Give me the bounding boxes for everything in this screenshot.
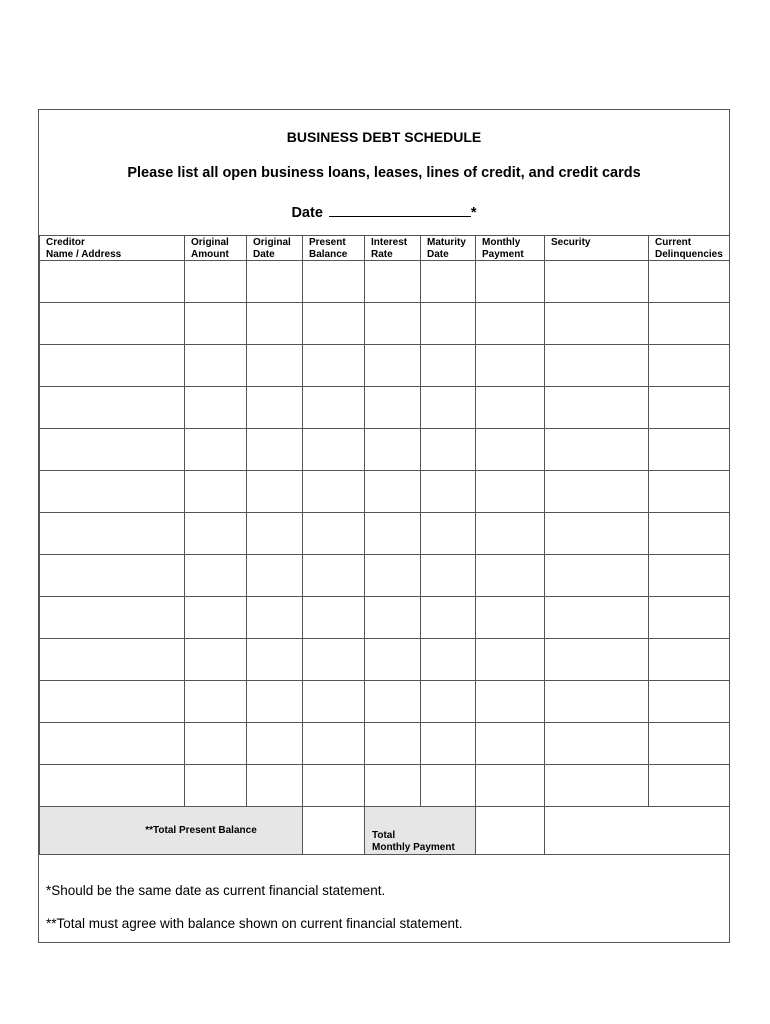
totals-row [40,807,730,855]
column-header-line2: Date [253,248,275,260]
column-header-line2: Balance [309,248,348,260]
table-cell[interactable] [247,723,303,765]
table-cell[interactable] [545,345,649,387]
table-cell[interactable] [365,639,421,681]
table-cell[interactable] [421,345,476,387]
totals-blank-cell [545,807,730,855]
date-footnote-marker: * [470,205,477,221]
table-row [40,555,730,597]
table-cell[interactable] [476,345,545,387]
table-cell[interactable] [247,765,303,807]
total-monthly-payment-label-line1: Total [372,830,396,841]
table-cell[interactable] [185,429,247,471]
table-cell[interactable] [545,471,649,513]
table-cell[interactable] [545,303,649,345]
table-cell[interactable] [365,387,421,429]
table-cell[interactable] [476,303,545,345]
table-cell[interactable] [185,765,247,807]
table-cell[interactable] [476,429,545,471]
table-cell[interactable] [303,555,365,597]
table-cell[interactable] [247,303,303,345]
table-cell[interactable] [247,513,303,555]
column-header-line2: Name / Address [46,248,122,260]
table-cell[interactable] [303,429,365,471]
table-cell[interactable] [247,555,303,597]
table-cell[interactable] [421,471,476,513]
column-header-line1: Interest [371,237,408,248]
table-cell[interactable] [40,597,185,639]
total-monthly-payment-field[interactable] [476,807,545,855]
table-cell[interactable] [649,513,730,555]
column-header [421,236,476,261]
table-cell[interactable] [40,261,185,303]
table-cell[interactable] [649,555,730,597]
table-cell[interactable] [365,513,421,555]
table-cell[interactable] [40,513,185,555]
table-cell[interactable] [185,345,247,387]
footnote-total: **Total must agree with balance shown on current financial statement. [46,916,463,931]
table-cell[interactable] [476,639,545,681]
table-cell[interactable] [421,639,476,681]
table-cell[interactable] [365,597,421,639]
table-cell[interactable] [40,723,185,765]
table-cell[interactable] [185,513,247,555]
column-header-line1: Original [191,237,229,248]
table-cell[interactable] [365,429,421,471]
table-row [40,471,730,513]
table-cell[interactable] [545,765,649,807]
column-header-line1: Monthly [482,237,521,248]
column-header [185,236,247,261]
table-cell[interactable] [649,303,730,345]
column-header-line2: Rate [371,248,393,260]
table-cell[interactable] [247,639,303,681]
table-cell[interactable] [476,555,545,597]
date-field[interactable] [329,201,471,217]
table-cell[interactable] [421,723,476,765]
table-cell[interactable] [303,303,365,345]
column-header-line1: Original [253,237,291,248]
table-cell[interactable] [40,639,185,681]
table-cell[interactable] [365,681,421,723]
table-cell[interactable] [40,387,185,429]
form-subtitle: Please list all open business loans, leases, lines of credit, and credit cards [127,165,641,181]
form-title: BUSINESS DEBT SCHEDULE [286,129,482,145]
table-row [40,597,730,639]
table-cell[interactable] [649,597,730,639]
table-cell[interactable] [649,345,730,387]
table-cell[interactable] [303,765,365,807]
table-cell[interactable] [40,555,185,597]
table-cell[interactable] [303,723,365,765]
table-cell[interactable] [421,681,476,723]
column-header [303,236,365,261]
footnote-date: *Should be the same date as current financial statement. [46,883,386,898]
business-debt-schedule-form [38,109,730,943]
column-header [649,236,730,261]
table-cell[interactable] [185,723,247,765]
table-cell[interactable] [545,513,649,555]
table-row [40,387,730,429]
table-cell[interactable] [365,471,421,513]
table-cell[interactable] [421,765,476,807]
column-header-line1: Maturity [427,237,466,248]
table-cell[interactable] [303,681,365,723]
table-cell[interactable] [476,513,545,555]
table-row [40,681,730,723]
table-cell[interactable] [247,387,303,429]
table-cell[interactable] [365,345,421,387]
table-cell[interactable] [40,681,185,723]
table-cell[interactable] [40,429,185,471]
table-cell[interactable] [185,303,247,345]
table-cell[interactable] [476,681,545,723]
table-cell[interactable] [303,261,365,303]
table-cell[interactable] [365,765,421,807]
table-cell[interactable] [649,429,730,471]
table-cell[interactable] [649,681,730,723]
column-header [365,236,421,261]
table-cell[interactable] [649,765,730,807]
date-label: Date [291,205,323,221]
table-row [40,513,730,555]
table-cell[interactable] [421,429,476,471]
table-cell[interactable] [421,387,476,429]
column-header-line2: Amount [191,248,229,260]
total-present-balance-label: **Total Present Balance [40,807,303,855]
table-cell[interactable] [303,345,365,387]
table-cell[interactable] [545,597,649,639]
table-cell[interactable] [40,345,185,387]
table-cell[interactable] [303,639,365,681]
table-cell[interactable] [247,597,303,639]
column-header [476,236,545,261]
table-row [40,345,730,387]
table-cell[interactable] [421,303,476,345]
table-cell[interactable] [303,513,365,555]
table-cell[interactable] [476,387,545,429]
column-header-line1: Creditor [46,237,85,248]
table-cell[interactable] [476,261,545,303]
column-header-line2: Delinquencies [655,248,723,260]
table-cell[interactable] [545,429,649,471]
table-row [40,303,730,345]
table-cell[interactable] [649,723,730,765]
table-row [40,429,730,471]
table-row [40,723,730,765]
table-cell[interactable] [365,555,421,597]
table-cell[interactable] [303,387,365,429]
table-cell[interactable] [545,639,649,681]
table-cell[interactable] [476,597,545,639]
column-header-line2: Payment [482,248,524,260]
table-cell[interactable] [40,471,185,513]
total-present-balance-field[interactable] [303,807,365,855]
table-cell[interactable] [247,471,303,513]
table-cell[interactable] [40,303,185,345]
table-cell[interactable] [545,723,649,765]
table-cell[interactable] [303,597,365,639]
table-cell[interactable] [545,387,649,429]
debt-table [39,235,730,855]
table-cell[interactable] [185,471,247,513]
table-cell[interactable] [40,765,185,807]
total-monthly-payment-label-line2: Monthly Payment [372,842,455,853]
table-cell[interactable] [545,681,649,723]
table-cell[interactable] [303,471,365,513]
table-cell[interactable] [421,261,476,303]
column-header-line2: Date [427,248,449,260]
table-cell[interactable] [185,387,247,429]
table-cell[interactable] [247,345,303,387]
date-row [39,201,729,221]
table-cell[interactable] [421,513,476,555]
table-cell[interactable] [421,555,476,597]
column-header-line1: Security [551,237,591,248]
table-cell[interactable] [185,597,247,639]
table-cell[interactable] [649,471,730,513]
column-header-line1: Current [655,237,692,248]
table-cell[interactable] [247,681,303,723]
table-cell[interactable] [476,471,545,513]
column-header [40,236,185,261]
column-header-line1: Present [309,237,346,248]
table-cell[interactable] [185,555,247,597]
table-cell[interactable] [649,261,730,303]
table-cell[interactable] [365,303,421,345]
table-cell[interactable] [365,723,421,765]
table-cell[interactable] [476,723,545,765]
table-cell[interactable] [247,429,303,471]
table-cell[interactable] [247,261,303,303]
table-cell[interactable] [545,555,649,597]
table-cell[interactable] [185,639,247,681]
table-row [40,261,730,303]
footnotes [39,858,729,944]
column-header [247,236,303,261]
table-cell[interactable] [476,765,545,807]
table-cell[interactable] [365,261,421,303]
table-cell[interactable] [185,261,247,303]
table-row [40,639,730,681]
table-cell[interactable] [545,261,649,303]
table-cell[interactable] [649,387,730,429]
table-header-row [40,236,730,261]
table-cell[interactable] [421,597,476,639]
total-monthly-payment-label [365,807,476,855]
table-cell[interactable] [649,639,730,681]
column-header [545,236,649,261]
table-cell[interactable] [185,681,247,723]
table-row [40,765,730,807]
